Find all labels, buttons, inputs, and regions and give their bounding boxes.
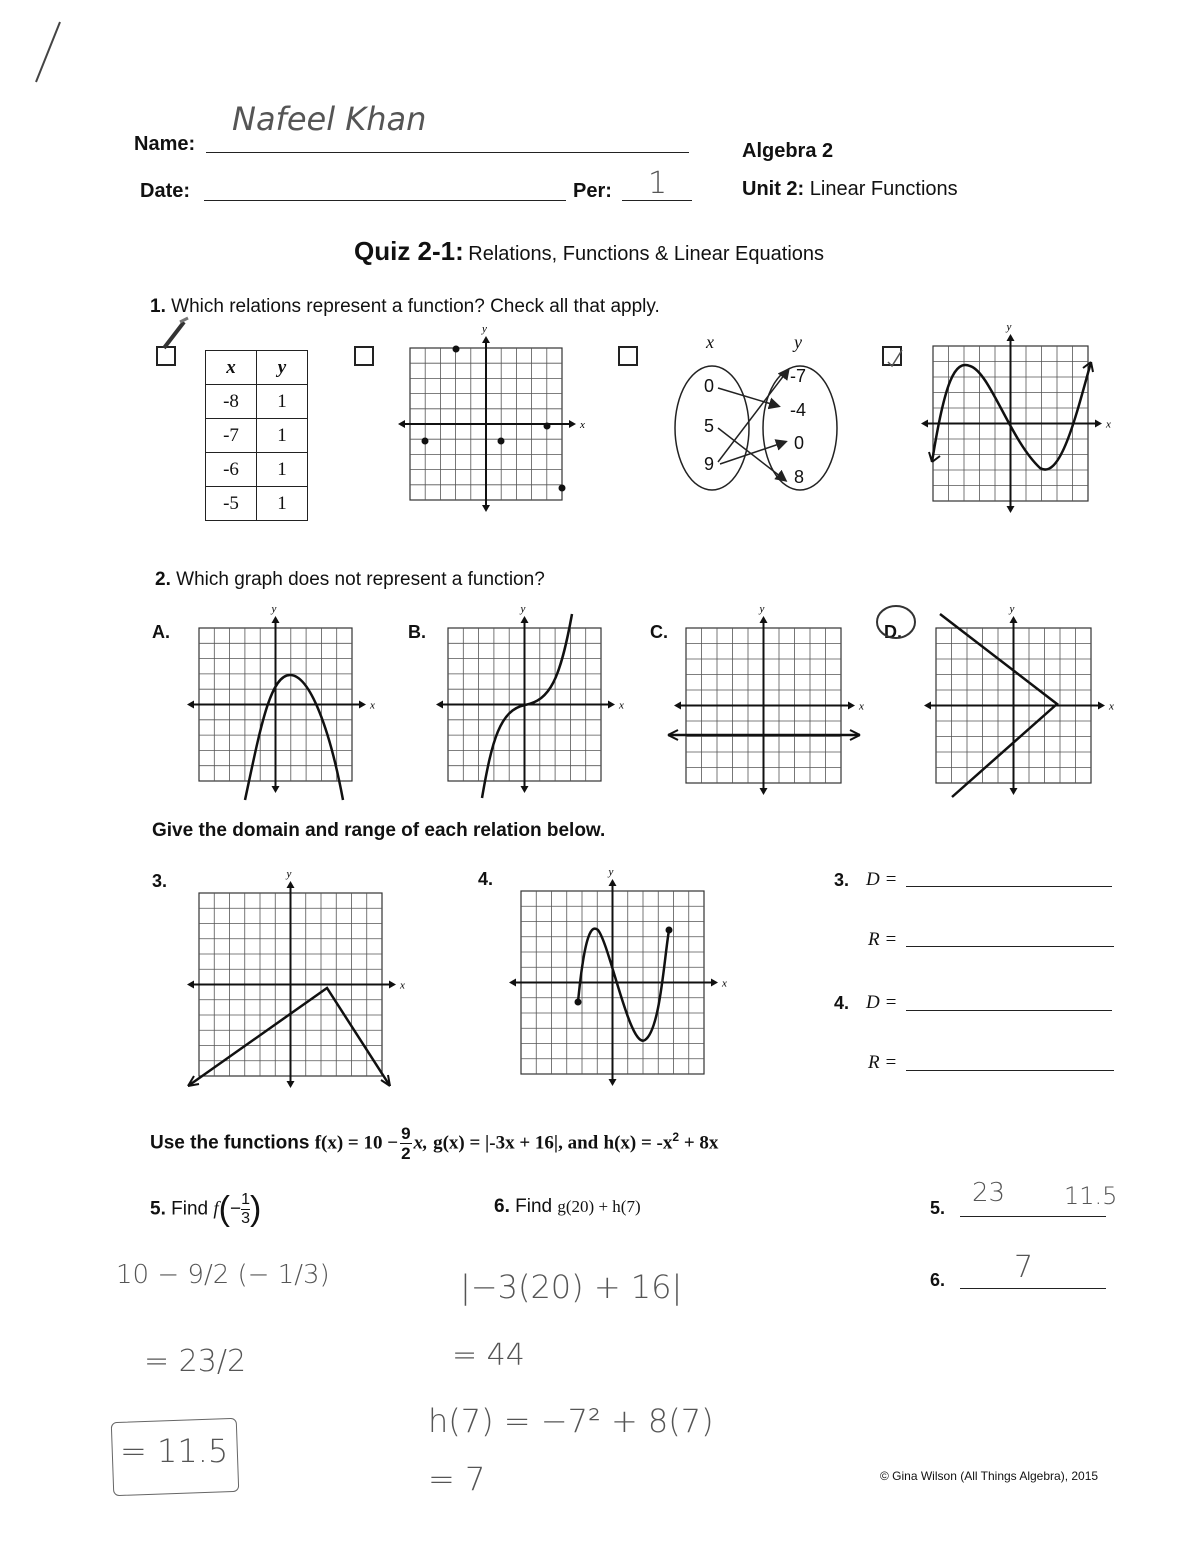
course-title: Algebra 2 <box>742 140 834 162</box>
functions-definition: Use the functions f(x) = 10 − $\frac{9}{2}$ x, g(x) = |-3x + 16|, and $h(x) = -x^2 + 8x$ <box>150 1124 719 1163</box>
a3-d-label: D = <box>866 869 898 890</box>
a3-domain-blank[interactable] <box>906 886 1112 887</box>
axis-x-label: x <box>722 977 727 990</box>
graph-grid <box>509 866 727 1086</box>
mapping-domain-1: 5 <box>704 416 715 436</box>
a4-range-blank[interactable] <box>906 1070 1114 1071</box>
work6-line3: h(7) = −7² + 8(7) <box>428 1402 714 1440</box>
mapping-range-1: -4 <box>790 400 807 420</box>
mapping-range-0: -7 <box>790 366 807 386</box>
q3-label: 3. <box>152 871 168 891</box>
a5-answer-2: 11.5 <box>1064 1182 1118 1210</box>
copyright-notice: © Gina Wilson (All Things Algebra), 2015 <box>880 1469 1099 1483</box>
axis-x-label: x <box>580 419 585 431</box>
name-label: Name: <box>134 133 196 155</box>
mapping-domain-2: 9 <box>704 454 715 474</box>
a5-label: 5. <box>930 1198 946 1218</box>
axis-y-label: y <box>1006 321 1012 333</box>
q5-prompt: 5. Find f(− $\frac{1}{3}$ ) <box>150 1190 262 1228</box>
section3-prompt: Give the domain and range of each relation below. <box>152 820 606 841</box>
work6-line4: = 7 <box>428 1460 486 1498</box>
axis-y-label: y <box>520 603 526 615</box>
a5-answer: 23 <box>972 1178 1006 1208</box>
a4-r-label: R = <box>868 1052 898 1073</box>
mapping-y-label: y <box>794 332 802 352</box>
a6-blank[interactable] <box>960 1288 1106 1289</box>
mapping-x-label: x <box>706 332 714 352</box>
period-value: 1 <box>648 166 668 201</box>
a3-r-label: R = <box>868 929 898 950</box>
q2-option-a[interactable]: A. <box>152 622 170 642</box>
table-row: -7 1 <box>206 419 308 453</box>
date-label: Date: <box>140 180 191 202</box>
quiz-title: Quiz 2-1: Relations, Functions & Linear Equations <box>354 236 825 266</box>
axis-y-label: y <box>482 323 487 335</box>
q2-option-b[interactable]: B. <box>408 622 426 642</box>
axis-x-label: x <box>1109 700 1114 713</box>
a3-label: 3. <box>834 870 850 890</box>
table-row: -5 1 <box>206 487 308 521</box>
axis-x-label: x <box>859 700 864 713</box>
q1-xy-table: x y -8 1 -7 1 -6 1 -5 1 <box>205 350 308 521</box>
student-name: Nafeel Khan <box>232 100 427 138</box>
a5-blank[interactable] <box>960 1216 1106 1217</box>
axis-x-label: x <box>400 979 405 992</box>
axis-x-label: x <box>1106 418 1111 431</box>
work5-line2: = 23/2 <box>144 1344 247 1379</box>
table-row: -8 1 <box>206 385 308 419</box>
axis-x-label: x <box>619 699 624 712</box>
work6-line1: |−3(20) + 16| <box>460 1268 683 1306</box>
q2-prompt: 2. Which graph does not represent a function? <box>155 569 545 590</box>
a4-d-label: D = <box>866 992 898 1013</box>
a6-label: 6. <box>930 1270 946 1290</box>
table-row: -6 1 <box>206 453 308 487</box>
a3-range-blank[interactable] <box>906 946 1114 947</box>
q4-label: 4. <box>478 869 494 889</box>
axis-y-label: y <box>271 603 277 615</box>
a6-answer: 7 <box>1014 1250 1034 1285</box>
axis-y-label: y <box>608 866 614 878</box>
work5-line1: 10 − 9/2 (− 1/3) <box>116 1260 330 1290</box>
mapping-domain-0: 0 <box>704 376 715 396</box>
axis-x-label: x <box>370 699 375 712</box>
work6-line2: = 44 <box>452 1338 525 1373</box>
per-label: Per: <box>573 180 612 202</box>
a4-domain-blank[interactable] <box>906 1010 1112 1011</box>
a4-label: 4. <box>834 993 850 1013</box>
q6-prompt: 6. Find g(20) + h(7) <box>494 1196 641 1217</box>
q2-option-d[interactable]: D. <box>884 622 902 642</box>
axis-y-label: y <box>286 868 292 880</box>
mapping-range-2: 0 <box>794 433 805 453</box>
q2-option-c[interactable]: C. <box>650 622 668 642</box>
unit-title: Unit 2: Linear Functions <box>742 178 958 200</box>
axis-y-label: y <box>759 603 765 615</box>
q1-prompt: 1. Which relations represent a function? Check all that apply. <box>150 296 660 317</box>
work5-line3: = 11.5 <box>120 1432 229 1470</box>
mapping-range-3: 8 <box>794 467 805 487</box>
axis-y-label: y <box>1009 603 1015 615</box>
